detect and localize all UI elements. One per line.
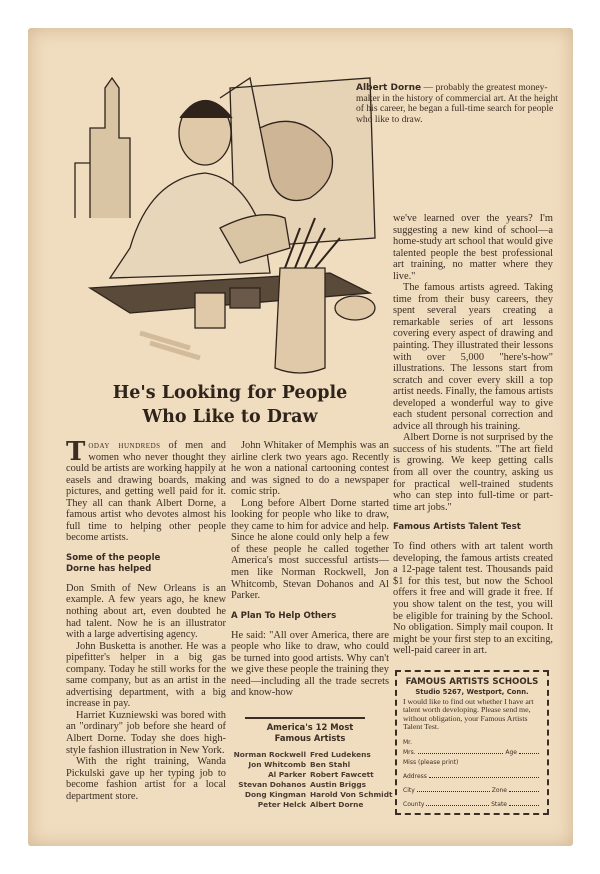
field-label: Address — [403, 772, 427, 780]
artist-name: Harold Von Schmidt — [310, 790, 393, 799]
headline-line-2: Who Like to Draw — [142, 407, 318, 427]
field-label: City — [403, 786, 415, 794]
artist-row — [228, 760, 398, 770]
artist-name: Al Parker — [267, 770, 306, 779]
paragraph: John Whitaker of Memphis was an airline clerk two years ago. Recently he won a national cartooning contest and was signed to do a newspaper comic strip. — [231, 440, 389, 498]
paragraph: John Busketta is another. He was a pipefitter's helper in a big gas company. Today he still works for the same company, but as an artist in the advertising department, with a big increase in pay. — [66, 640, 226, 710]
artist-row — [228, 800, 398, 810]
artist-name: Austin Briggs — [310, 780, 367, 789]
artist-name: Stevan Dohanos — [238, 780, 306, 789]
field-address[interactable] — [403, 770, 541, 780]
field-label: Zone — [491, 786, 507, 794]
artist-row — [228, 790, 398, 800]
intro-lead: oday hundreds — [88, 440, 161, 451]
subheading-line: Dorne has helped — [66, 563, 152, 574]
divider — [245, 717, 365, 719]
caption-name: Albert Dorne — [356, 83, 422, 93]
field-city[interactable] — [403, 784, 541, 794]
column-2 — [231, 440, 389, 699]
famous-artists-title — [230, 722, 390, 744]
famous-artists-list — [228, 750, 398, 810]
field-label: Miss (please print) — [403, 758, 459, 766]
paragraph: we've learned over the years? I'm suggesting a new kind of school—a home-study art school that would give talented people the best professional art training, no matter where they live." — [393, 213, 553, 282]
illustration-caption — [356, 83, 561, 125]
title-line: America's 12 Most — [266, 722, 354, 732]
subheading-plan: A Plan To Help Others — [231, 610, 337, 621]
address-line[interactable] — [429, 777, 539, 778]
artist-name: Robert Fawcett — [310, 770, 374, 779]
age-line[interactable] — [519, 753, 539, 754]
name-line[interactable] — [418, 753, 504, 754]
field-label: State — [491, 800, 507, 808]
field-mrs[interactable] — [403, 746, 541, 756]
paragraph: Long before Albert Dorne started looking for people who like to draw, they came to him for advice and help. Since he alone could only help a few of these people he called together America's most successful artists—men like Norman Rockwell, Jon Whitcomb, Stevan Dohanos and Al Parker. — [231, 497, 389, 602]
state-line[interactable] — [509, 805, 539, 806]
county-line[interactable] — [426, 805, 489, 806]
caption-text: — probably the greatest money-maker in the history of commercial art. At the height of his career, he began a full-time search for people who like to draw. — [356, 82, 558, 125]
paragraph: He said: "All over America, there are people who like to draw, who could be turned into good artists. Why can't we give these people the training they need—including all the trade secrets and know-how — [231, 629, 389, 699]
paragraph: With the right training, Wanda Pickulski gave up her typing job to become fashion artist for a local department store. — [66, 756, 226, 802]
field-label: Mrs. — [403, 748, 416, 756]
headline — [70, 381, 390, 429]
artist-row — [228, 780, 398, 790]
field-label: Age — [505, 748, 517, 756]
paragraph: Albert Dorne is not surprised by the success of his students. "The art field is growing. We keep getting calls from all over the country, asking us for practical well-trained students who can step into full-time or part-time art jobs." — [393, 432, 553, 513]
artist-name: Peter Helck — [257, 800, 306, 809]
zone-line[interactable] — [509, 791, 539, 792]
artist-row — [228, 770, 398, 780]
field-county[interactable] — [403, 798, 541, 808]
drop-cap: T — [66, 437, 86, 467]
column-3 — [393, 213, 553, 657]
coupon-body: I would like to find out whether I have art talent worth developing. Please send me, without obligation, your Famous Artists Talent Test. — [403, 697, 534, 732]
paragraph: Don Smith of New Orleans is an example. A few years ago, he knew nothing about art, even doubted he had talent. Now he is an illustrator with a large advertising agency. — [66, 582, 226, 641]
artist-name: Albert Dorne — [310, 800, 364, 809]
field-mr — [403, 736, 541, 746]
column-1 — [66, 437, 226, 802]
field-label: Mr. — [403, 738, 412, 746]
intro-text: of men and women who never thought they could be artists are working happily at easels and drawing boards, making pictures, and getting well paid for it. They all can thank Albert Dorne, a famous artist who devotes almost his full time to helping other people become artists. — [66, 440, 226, 544]
artist-name: Norman Rockwell — [233, 750, 306, 759]
artist-row — [228, 750, 398, 760]
artist-name: Dong Kingman — [244, 790, 306, 799]
paragraph: To find others with art talent worth developing, the famous artists created a 12-page talent test. Thousands paid $1 for this test, but now the School offers it free and will grade it free. If you show talent on the test, you will be eligible for training by the School. No obligation. Simply mail coupon. It might be your first step to an exciting, well-paid career in art. — [393, 541, 553, 657]
subheading-line: Some of the people — [66, 552, 161, 563]
subheading-talent-test: Famous Artists Talent Test — [393, 522, 521, 533]
artist-illustration — [70, 68, 390, 380]
intro-paragraph — [66, 437, 226, 544]
coupon-title: FAMOUS ARTISTS SCHOOLS — [405, 677, 539, 687]
artist-name: Jon Whitcomb — [248, 760, 306, 769]
mail-coupon — [395, 670, 549, 815]
field-label: County — [403, 800, 425, 808]
artist-name: Ben Stahl — [310, 760, 351, 769]
subheading-people-helped — [66, 553, 226, 575]
headline-line-1: He's Looking for People — [112, 383, 348, 403]
city-line[interactable] — [417, 791, 490, 792]
paragraph: The famous artists agreed. Taking time from their busy careers, they spent several years creating a remarkable series of art lessons covering every aspect of drawing and painting. They illustrated their lessons with over 5,000 "here's-how" illustrations. The lessons start from scratch and cover every skill a top artist needs. Finally, the famous artists developed a wonderful way to give each student personal correction and advice all through his training. — [393, 282, 553, 432]
coupon-address: Studio 5267, Westport, Conn. — [415, 688, 529, 696]
title-line: Famous Artists — [274, 733, 346, 743]
field-miss — [403, 756, 541, 766]
paragraph: Harriet Kuzniewski was bored with an "ordinary" job before she heard of Albert Dorne. Today she does high-style fashion illustration in New York. — [66, 709, 226, 756]
artist-name: Fred Ludekens — [310, 750, 371, 759]
